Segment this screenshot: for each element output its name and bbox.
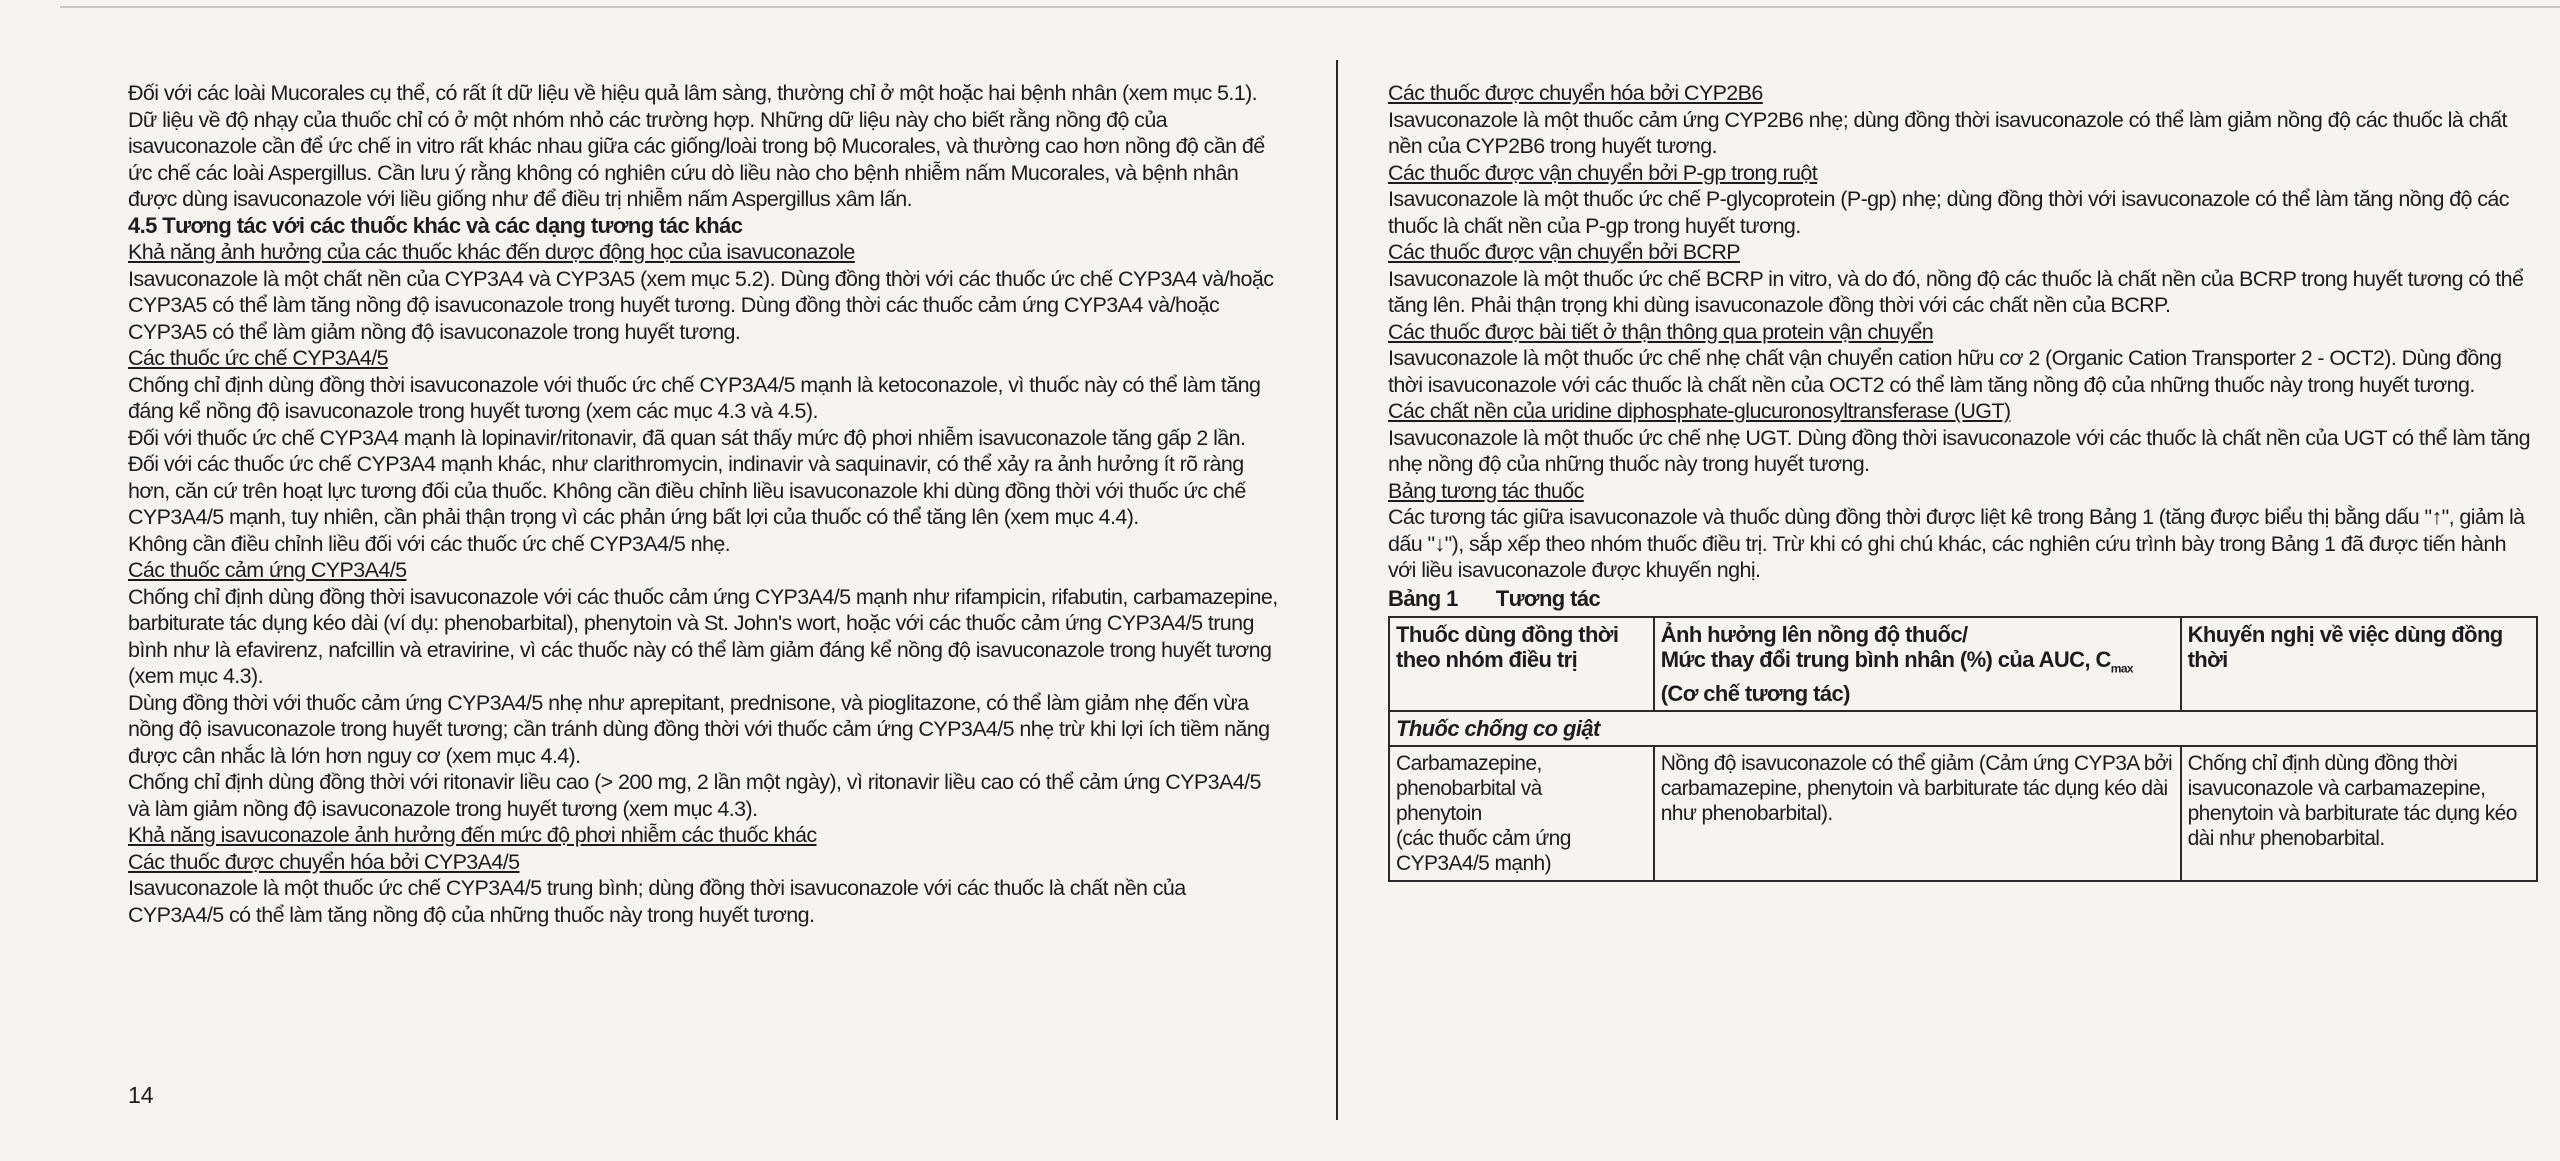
left-column bbox=[128, 80, 1278, 928]
cell-drug-line4: (các thuốc cảm ứng bbox=[1396, 827, 1571, 851]
subheading-bcrp: Các thuốc được vận chuyển bởi BCRP bbox=[1388, 240, 1741, 264]
subheading-cyp3a-inducers: Các thuốc cảm ứng CYP3A4/5 bbox=[128, 558, 407, 582]
subheading-cyp3a-inhibitors: Các thuốc ức chế CYP3A4/5 bbox=[128, 346, 388, 370]
subheading-effects-on-isavuconazole: Khả năng ảnh hưởng của các thuốc khác đến dược động học của isavuconazole bbox=[128, 240, 855, 264]
section-heading-4-5: 4.5 Tương tác với các thuốc khác và các dạng tương tác khác bbox=[128, 212, 743, 238]
cell-drug-line1: Carbamazepine, bbox=[1396, 752, 1542, 776]
subheading-cyp3a-substrates: Các thuốc được chuyển hóa bởi CYP3A4/5 bbox=[128, 849, 520, 874]
subheading-interaction-table: Bảng tương tác thuốc bbox=[1388, 478, 1584, 503]
table-row bbox=[1389, 746, 2537, 881]
cell-recommendation: Chống chỉ định dùng đồng thời isavuconazole và carbamazepine, phenytoin và barbiturate tác dụng kéo dài như phenobarbital. bbox=[2181, 746, 2537, 881]
top-rule bbox=[60, 6, 2560, 8]
table-caption: Tương tác bbox=[1495, 585, 1601, 611]
subheading-cyp2b6: Các thuốc được chuyển hóa bởi CYP2B6 bbox=[1388, 81, 1763, 105]
subheading-pgp: Các thuốc được vận chuyển bởi P-gp trong ruột bbox=[1388, 160, 1818, 185]
table-group-row bbox=[1389, 711, 2537, 746]
header-coadministered-drug: Thuốc dùng đồng thời theo nhóm điều trị bbox=[1389, 617, 1654, 711]
paragraph-substrate: Isavuconazole là một chất nền của CYP3A4 và CYP3A5 (xem mục 5.2). Dùng đồng thời với các thuốc ức chế CYP3A4 và/hoặc CYP3A5 có thể làm tăng nồng độ isavuconazole trong huyết tương. Dùng đồng thời các thuốc cảm ứng CYP3A4 và/hoặc CYP3A5 có thể làm giảm nồng độ isavuconazole trong huyết tương. bbox=[128, 266, 1274, 344]
cell-effect: Nồng độ isavuconazole có thể giảm (Cảm ứng CYP3A bởi carbamazepine, phenytoin và barbiturate tác dụng kéo dài như phenobarbital). bbox=[1654, 746, 2181, 881]
subheading-effects-on-other-drugs: Khả năng isavuconazole ảnh hưởng đến mức độ phơi nhiễm các thuốc khác bbox=[128, 823, 817, 847]
page-number: 14 bbox=[128, 1082, 154, 1108]
paragraph-ritonavir: Chống chỉ định dùng đồng thời với ritonavir liều cao (> 200 mg, 2 lần một ngày), vì ritonavir liều cao có thể cảm ứng CYP3A4/5 và làm giảm nồng độ isavuconazole trong huyết tương (xem mục 4.3). bbox=[128, 770, 1261, 821]
cell-drug-line2: phenobarbital và bbox=[1396, 777, 1542, 801]
right-column bbox=[1388, 80, 2538, 882]
interaction-table bbox=[1388, 616, 2538, 882]
header-effect-line1: Ảnh hưởng lên nồng độ thuốc/ bbox=[1660, 622, 1968, 647]
paragraph-ketoconazole: Chống chỉ định dùng đồng thời isavuconazole với thuốc ức chế CYP3A4/5 mạnh là ketoconazole, vì thuốc này có thể làm tăng đáng kể nồng độ isavuconazole trong huyết tương (xem các mục 4.3 và 4.5). bbox=[128, 372, 1261, 423]
table-header-row bbox=[1389, 617, 2537, 711]
cell-drug-line5: CYP3A4/5 mạnh) bbox=[1396, 852, 1552, 876]
paragraph-table-intro: Các tương tác giữa isavuconazole và thuốc dùng đồng thời được liệt kê trong Bảng 1 (tăng được biểu thị bằng dấu "↑", giảm là dấu "↓"), sắp xếp theo nhóm thuốc điều trị. Trừ khi có ghi chú khác, các nghiên cứu trình bày trong Bảng 1 đã được tiến hành với liều isavuconazole được khuyến nghị. bbox=[1388, 505, 2525, 582]
subheading-renal-transport: Các thuốc được bài tiết ở thận thông qua protein vận chuyển bbox=[1388, 319, 1934, 344]
header-effect-line2 bbox=[1661, 647, 2174, 681]
paragraph-pgp: Isavuconazole là một thuốc ức chế P-glycoprotein (P-gp) nhẹ; dùng đồng thời với isavuconazole có thể làm tăng nồng độ các thuốc là chất nền của P-gp trong huyết tương. bbox=[1388, 187, 2509, 238]
subheading-ugt: Các chất nền của uridine diphosphate-glucuronosyltransferase (UGT) bbox=[1388, 399, 2011, 423]
paragraph-mild-inhibitors: Không cần điều chỉnh liều đối với các thuốc ức chế CYP3A4/5 nhẹ. bbox=[128, 531, 731, 556]
header-effect-line3: (Cơ chế tương tác) bbox=[1660, 681, 1850, 707]
page-fold-divider bbox=[1336, 60, 1338, 1120]
paragraph-ugt: Isavuconazole là một thuốc ức chế nhẹ UGT. Dùng đồng thời isavuconazole với các thuốc là chất nền của UGT có thể làm tăng nhẹ nồng độ của những thuốc này trong huyết tương. bbox=[1388, 425, 2531, 476]
cell-drug-line3: phenytoin bbox=[1396, 802, 1482, 826]
paragraph-strong-inducers: Chống chỉ định dùng đồng thời isavuconazole với các thuốc cảm ứng CYP3A4/5 mạnh như rifampicin, rifabutin, carbamazepine, barbiturate tác dụng kéo dài (ví dụ: phenobarbital), phenytoin và St. John's wort, hoặc với các thuốc cảm ứng CYP3A4/5 trung bình như là efavirenz, nafcillin và etravirine, vì các thuốc này có thể làm giảm đáng kể nồng độ isavuconazole trong huyết tương (xem mục 4.3). bbox=[128, 584, 1278, 688]
paragraph-cyp3a-substrates: Isavuconazole là một thuốc ức chế CYP3A4/5 trung bình; dùng đồng thời isavuconazole với các thuốc là chất nền của CYP3A4/5 có thể làm tăng nồng độ của những thuốc này trong huyết tương. bbox=[128, 876, 1186, 927]
paragraph-cyp2b6: Isavuconazole là một thuốc cảm ứng CYP2B6 nhẹ; dùng đồng thời isavuconazole có thể làm giảm nồng độ các thuốc là chất nền của CYP2B6 trong huyết tương. bbox=[1388, 107, 2507, 158]
header-recommendation: Khuyến nghị về việc dùng đồng thời bbox=[2181, 617, 2537, 711]
header-effect bbox=[1654, 617, 2181, 711]
header-effect-auc: Mức thay đổi trung bình nhân (%) của AUC, C bbox=[1660, 647, 2111, 672]
table-label: Bảng 1 bbox=[1388, 585, 1458, 611]
group-anticonvulsants: Thuốc chống co giật bbox=[1389, 711, 2537, 746]
paragraph-mild-inducers: Dùng đồng thời với thuốc cảm ứng CYP3A4/5 nhẹ như aprepitant, prednisone, và pioglitazone, có thể làm giảm nhẹ đến vừa nồng độ isavuconazole trong huyết tương; cần tránh dùng đồng thời với thuốc cảm ứng CYP3A4/5 nhẹ trừ khi lợi ích tiềm năng được cân nhắc là lớn hơn nguy cơ (xem mục 4.4). bbox=[128, 690, 1270, 768]
cell-drug bbox=[1389, 746, 1654, 881]
paragraph-oct2: Isavuconazole là một thuốc ức chế nhẹ chất vận chuyển cation hữu cơ 2 (Organic Cation Transporter 2 - OCT2). Dùng đồng thời isavuconazole với các thuốc là chất nền của OCT2 có thể làm tăng nồng độ của những thuốc này trong huyết tương. bbox=[1388, 346, 2502, 397]
paragraph-bcrp: Isavuconazole là một thuốc ức chế BCRP in vitro, và do đó, nồng độ các thuốc là chất nền của BCRP trong huyết tương có thể tăng lên. Phải thận trọng khi dùng isavuconazole đồng thời với các chất nền của BCRP. bbox=[1388, 266, 2524, 317]
header-effect-max: max bbox=[2110, 661, 2133, 676]
paragraph-mucorales: Đối với các loài Mucorales cụ thể, có rất ít dữ liệu về hiệu quả lâm sàng, thường chỉ ở một hoặc hai bệnh nhân (xem mục 5.1). Dữ liệu về độ nhạy của thuốc chỉ có ở một nhóm nhỏ các trường hợp. Những dữ liệu này cho biết rằng nồng độ của isavuconazole cần để ức chế in vitro rất khác nhau giữa các giống/loài trong bộ Mucorales, và thường cao hơn nồng độ cần để ức chế các loài Aspergillus. Cần lưu ý rằng không có nghiên cứu dò liều nào cho bệnh nhiễm nấm Mucorales, và bệnh nhân được dùng isavuconazole với liều giống như để điều trị nhiễm nấm Aspergillus xâm lấn. bbox=[128, 81, 1265, 211]
table-title bbox=[1388, 586, 2538, 613]
paragraph-lopinavir: Đối với thuốc ức chế CYP3A4 mạnh là lopinavir/ritonavir, đã quan sát thấy mức độ phơi nhiễm isavuconazole tăng gấp 2 lần. Đối với các thuốc ức chế CYP3A4 mạnh khác, như clarithromycin, indinavir và saquinavir, có thể xảy ra ảnh hưởng ít rõ ràng hơn, căn cứ trên hoạt lực tương đối của thuốc. Không cần điều chỉnh liều isavuconazole khi dùng đồng thời với thuốc ức chế CYP3A4/5 mạnh, tuy nhiên, cần phải thận trọng vì các phản ứng bất lợi của thuốc có thể tăng lên (xem mục 4.4). bbox=[128, 425, 1246, 529]
